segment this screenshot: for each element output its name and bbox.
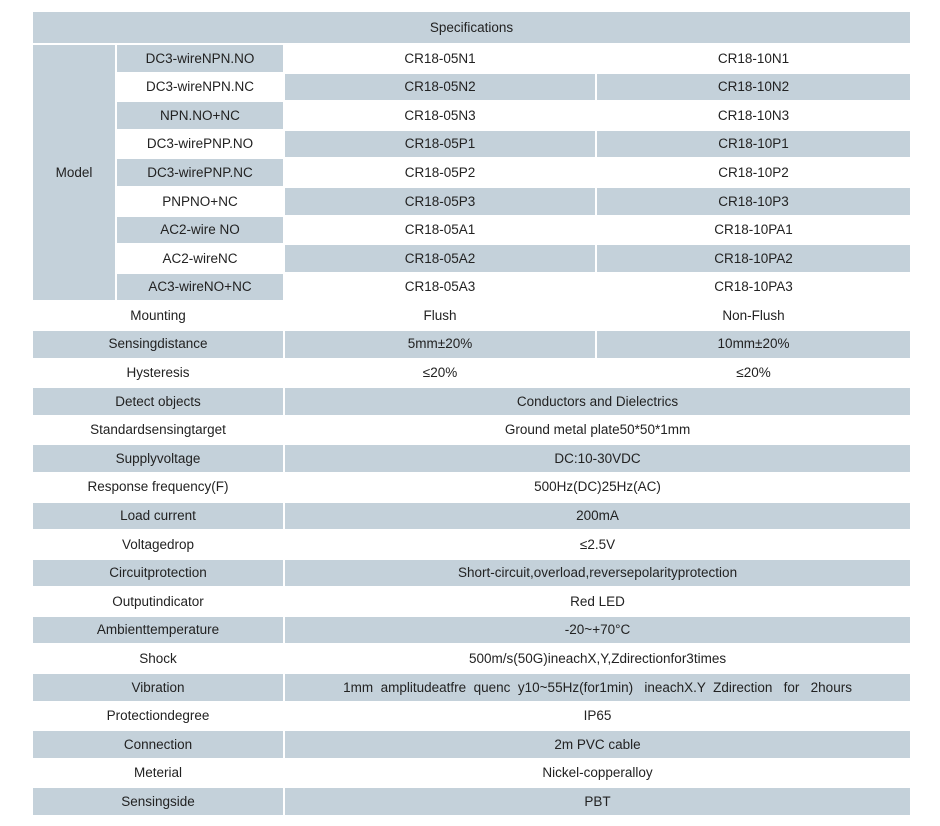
model-row bbox=[32, 158, 911, 187]
spec-value: 500m/s(50G)ineachX,Y,Zdirectionfor3times bbox=[284, 644, 911, 673]
spec-row bbox=[32, 644, 911, 673]
model-10-cell: CR18-10PA2 bbox=[596, 244, 911, 273]
model-10-cell: CR18-10PA3 bbox=[596, 273, 911, 302]
model-type-cell: PNPNO+NC bbox=[116, 187, 284, 216]
model-05-cell: CR18-05N3 bbox=[284, 101, 596, 130]
spec-row bbox=[32, 587, 911, 616]
spec-label: Vibration bbox=[32, 673, 284, 702]
spec-row bbox=[32, 787, 911, 816]
spec-label: Detect objects bbox=[32, 387, 284, 416]
model-05-cell: CR18-05N1 bbox=[284, 44, 596, 73]
spec-label: Shock bbox=[32, 644, 284, 673]
spec-row bbox=[32, 702, 911, 731]
model-10-cell: CR18-10N2 bbox=[596, 73, 911, 102]
spec-label: Hysteresis bbox=[32, 359, 284, 388]
spec-row bbox=[32, 416, 911, 445]
model-row bbox=[32, 244, 911, 273]
spec-row bbox=[32, 759, 911, 788]
spec-label: Outputindicator bbox=[32, 587, 284, 616]
spec-value-10: ≤20% bbox=[596, 359, 911, 388]
model-type-cell: DC3-wireNPN.NC bbox=[116, 73, 284, 102]
model-type-cell: DC3-wirePNP.NO bbox=[116, 130, 284, 159]
spec-value-05: ≤20% bbox=[284, 359, 596, 388]
model-type-cell: AC3-wireNO+NC bbox=[116, 273, 284, 302]
model-10-cell: CR18-10P3 bbox=[596, 187, 911, 216]
spec-row-hysteresis bbox=[32, 359, 911, 388]
model-row bbox=[32, 101, 911, 130]
model-05-cell: CR18-05A2 bbox=[284, 244, 596, 273]
spec-label: Standardsensingtarget bbox=[32, 416, 284, 445]
model-label: Model bbox=[32, 44, 116, 301]
table-title: Specifications bbox=[32, 11, 911, 44]
model-type-cell: AC2-wire NO bbox=[116, 216, 284, 245]
spec-row bbox=[32, 502, 911, 531]
model-type-cell: DC3-wirePNP.NC bbox=[116, 158, 284, 187]
model-05-cell: CR18-05A3 bbox=[284, 273, 596, 302]
model-type-cell: NPN.NO+NC bbox=[116, 101, 284, 130]
spec-value: 500Hz(DC)25Hz(AC) bbox=[284, 473, 911, 502]
spec-row bbox=[32, 730, 911, 759]
spec-row-sensing-distance bbox=[32, 330, 911, 359]
spec-row bbox=[32, 559, 911, 588]
model-row bbox=[32, 130, 911, 159]
specifications-table bbox=[31, 10, 912, 817]
spec-value: 200mA bbox=[284, 502, 911, 531]
spec-row bbox=[32, 616, 911, 645]
model-type-cell: AC2-wireNC bbox=[116, 244, 284, 273]
spec-value: Conductors and Dielectrics bbox=[284, 387, 911, 416]
title-row bbox=[32, 11, 911, 44]
spec-label: Voltagedrop bbox=[32, 530, 284, 559]
model-05-cell: CR18-05N2 bbox=[284, 73, 596, 102]
model-row bbox=[32, 216, 911, 245]
spec-value: -20~+70°C bbox=[284, 616, 911, 645]
model-row bbox=[32, 273, 911, 302]
model-10-cell: CR18-10P2 bbox=[596, 158, 911, 187]
spec-value-05: Flush bbox=[284, 301, 596, 330]
spec-value-05: 5mm±20% bbox=[284, 330, 596, 359]
spec-label: Protectiondegree bbox=[32, 702, 284, 731]
model-05-cell: CR18-05A1 bbox=[284, 216, 596, 245]
spec-row bbox=[32, 444, 911, 473]
spec-row-mounting bbox=[32, 301, 911, 330]
spec-value: 2m PVC cable bbox=[284, 730, 911, 759]
spec-label: Circuitprotection bbox=[32, 559, 284, 588]
model-10-cell: CR18-10N3 bbox=[596, 101, 911, 130]
model-05-cell: CR18-05P1 bbox=[284, 130, 596, 159]
spec-value: Nickel-copperalloy bbox=[284, 759, 911, 788]
spec-label: Sensingside bbox=[32, 787, 284, 816]
spec-row bbox=[32, 530, 911, 559]
model-row bbox=[32, 187, 911, 216]
model-row bbox=[32, 44, 911, 73]
spec-value: ≤2.5V bbox=[284, 530, 911, 559]
spec-value-10: 10mm±20% bbox=[596, 330, 911, 359]
model-05-cell: CR18-05P3 bbox=[284, 187, 596, 216]
spec-label: Connection bbox=[32, 730, 284, 759]
spec-label: Meterial bbox=[32, 759, 284, 788]
spec-value: PBT bbox=[284, 787, 911, 816]
model-05-cell: CR18-05P2 bbox=[284, 158, 596, 187]
spec-value: DC:10-30VDC bbox=[284, 444, 911, 473]
spec-label: Response frequency(F) bbox=[32, 473, 284, 502]
spec-label: Mounting bbox=[32, 301, 284, 330]
model-row bbox=[32, 73, 911, 102]
spec-label: Ambienttemperature bbox=[32, 616, 284, 645]
spec-value: Short-circuit,overload,reversepolarityprotection bbox=[284, 559, 911, 588]
spec-label: Load current bbox=[32, 502, 284, 531]
spec-value: IP65 bbox=[284, 702, 911, 731]
spec-value: Ground metal plate50*50*1mm bbox=[284, 416, 911, 445]
spec-row bbox=[32, 673, 911, 702]
model-10-cell: CR18-10N1 bbox=[596, 44, 911, 73]
spec-value: Red LED bbox=[284, 587, 911, 616]
model-type-cell: DC3-wireNPN.NO bbox=[116, 44, 284, 73]
spec-label: Supplyvoltage bbox=[32, 444, 284, 473]
spec-row bbox=[32, 387, 911, 416]
spec-row bbox=[32, 473, 911, 502]
model-10-cell: CR18-10P1 bbox=[596, 130, 911, 159]
model-10-cell: CR18-10PA1 bbox=[596, 216, 911, 245]
spec-value-10: Non-Flush bbox=[596, 301, 911, 330]
spec-label: Sensingdistance bbox=[32, 330, 284, 359]
spec-value: 1mm amplitudeatfre quenc y10~55Hz(for1min) ineachX.Y Zdirection for 2hours bbox=[284, 673, 911, 702]
